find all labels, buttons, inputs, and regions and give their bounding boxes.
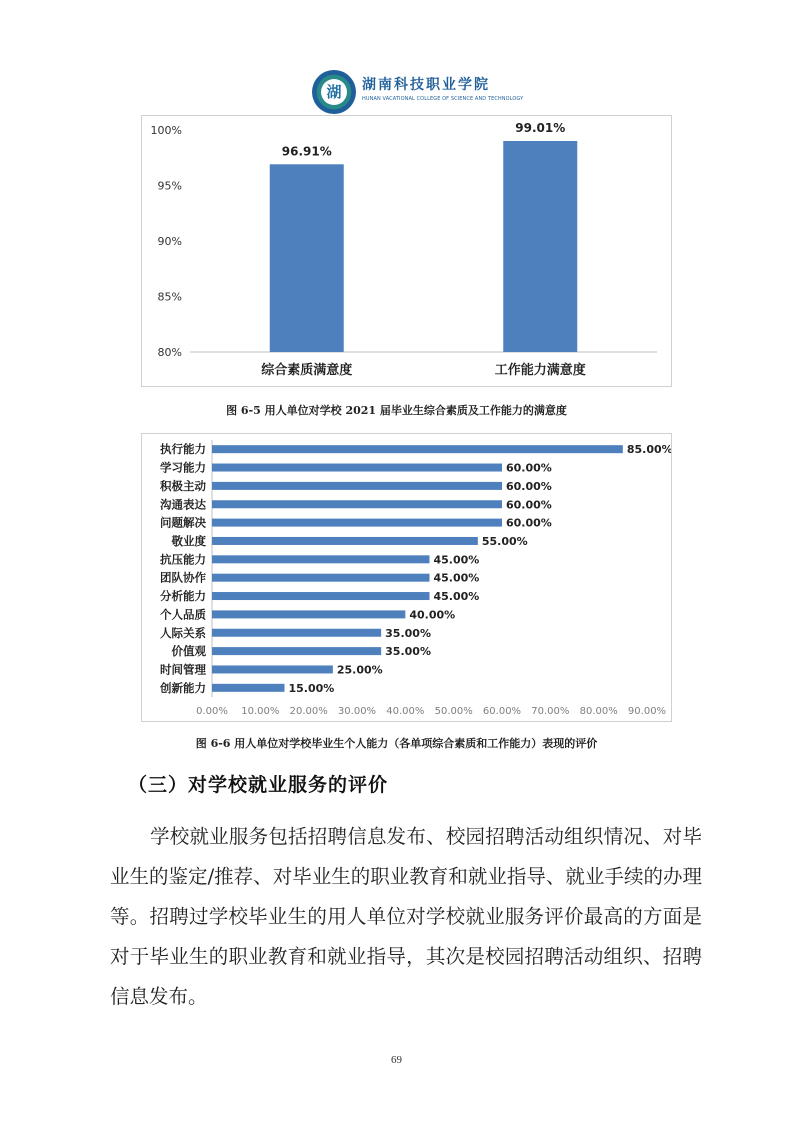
category-label: 分析能力 — [160, 589, 206, 604]
bar — [212, 464, 502, 472]
data-label: 45.00% — [433, 571, 480, 585]
category-label: 创新能力 — [160, 680, 206, 695]
seal-char: 湖 — [321, 79, 347, 105]
bar — [212, 574, 430, 582]
category-label: 问题解决 — [160, 515, 206, 530]
page-number: 69 — [391, 1054, 402, 1066]
school-name-en: HUNAN VACATIONAL COLLEGE OF SCIENCE AND TECHNOLOGY — [362, 96, 524, 102]
school-name: 湖南科技职业学院 — [362, 77, 490, 93]
category-label: 时间管理 — [160, 662, 206, 677]
x-tick-label: 0.00% — [196, 706, 228, 717]
bar — [270, 164, 344, 352]
x-tick-label: 80.00% — [579, 706, 618, 717]
bar — [212, 555, 430, 563]
bar — [212, 519, 502, 527]
data-label: 45.00% — [433, 553, 480, 567]
data-label: 60.00% — [506, 461, 552, 475]
satisfaction-bar-chart — [141, 115, 672, 387]
data-label: 85.00% — [626, 443, 671, 457]
data-label: 96.91% — [281, 144, 332, 159]
x-tick-label: 70.00% — [531, 706, 570, 717]
x-tick-label: 60.00% — [482, 706, 522, 717]
bar — [212, 592, 430, 600]
data-label: 55.00% — [481, 534, 528, 548]
school-logo — [312, 70, 524, 116]
data-label: 60.00% — [506, 479, 552, 493]
y-tick-label: 85% — [157, 290, 182, 304]
satisfaction-chart-svg — [142, 116, 671, 386]
category-label: 敬业度 — [171, 533, 206, 548]
x-tick-label: 50.00% — [434, 706, 473, 717]
ability-bar-chart — [141, 433, 672, 722]
data-label: 99.01% — [515, 120, 566, 135]
bar — [212, 500, 502, 508]
y-tick-label: 80% — [157, 346, 182, 359]
data-label: 40.00% — [409, 608, 456, 622]
ability-chart-svg — [142, 434, 671, 721]
category-label: 价值观 — [171, 644, 206, 659]
category-label: 学习能力 — [160, 460, 206, 475]
bar — [212, 629, 381, 637]
data-label: 60.00% — [506, 498, 552, 512]
bar — [212, 610, 405, 618]
figure-6-5-caption: 图 6-5 用人单位对学校 2021 届毕业生综合素质及工作能力的满意度 — [226, 404, 567, 417]
data-label: 35.00% — [385, 645, 431, 659]
data-label: 15.00% — [288, 681, 335, 695]
data-label: 35.00% — [385, 626, 431, 640]
bar — [212, 647, 381, 655]
data-label: 45.00% — [433, 590, 480, 604]
section-heading: （三）对学校就业服务的评价 — [128, 774, 389, 796]
x-tick-label: 30.00% — [337, 706, 377, 717]
y-tick-label: 100% — [150, 124, 182, 137]
data-label: 25.00% — [336, 663, 383, 677]
figure-6-6-caption: 图 6-6 用人单位对学校毕业生个人能力（各单项综合素质和工作能力）表现的评价 — [195, 737, 598, 750]
category-label: 执行能力 — [160, 442, 206, 457]
school-seal-icon — [312, 70, 356, 114]
category-label: 个人品质 — [160, 607, 206, 622]
bar — [212, 482, 502, 490]
x-tick-label: 20.00% — [289, 706, 328, 717]
body-paragraph: 学校就业服务包括招聘信息发布、校园招聘活动组织情况、对毕业生的鉴定/推荐、对毕业生的职业教育和就业指导、就业手续的办理等。招聘过学校毕业生的用人单位对学校就业服务评价最高的方面是对于毕业生的职业教育和就业指导，其次是校园招聘活动组织、招聘信息发布。 — [110, 825, 702, 1008]
x-tick-label: 10.00% — [241, 706, 280, 717]
x-tick-label: 90.00% — [627, 706, 667, 717]
category-label: 积极主动 — [160, 478, 206, 493]
category-label: 团队协作 — [160, 570, 206, 585]
category-label: 抗压能力 — [160, 552, 206, 567]
category-label: 沟通表达 — [160, 497, 206, 512]
category-label: 综合素质满意度 — [261, 363, 353, 378]
y-tick-label: 90% — [157, 235, 182, 248]
category-label: 人际关系 — [160, 625, 206, 640]
x-tick-label: 40.00% — [386, 706, 425, 717]
bar — [212, 665, 333, 673]
bar — [503, 141, 577, 352]
bar — [212, 684, 285, 692]
data-label: 60.00% — [506, 516, 552, 530]
category-label: 工作能力满意度 — [494, 363, 586, 378]
bar — [212, 445, 623, 453]
y-tick-label: 95% — [157, 179, 182, 193]
bar — [212, 537, 478, 545]
